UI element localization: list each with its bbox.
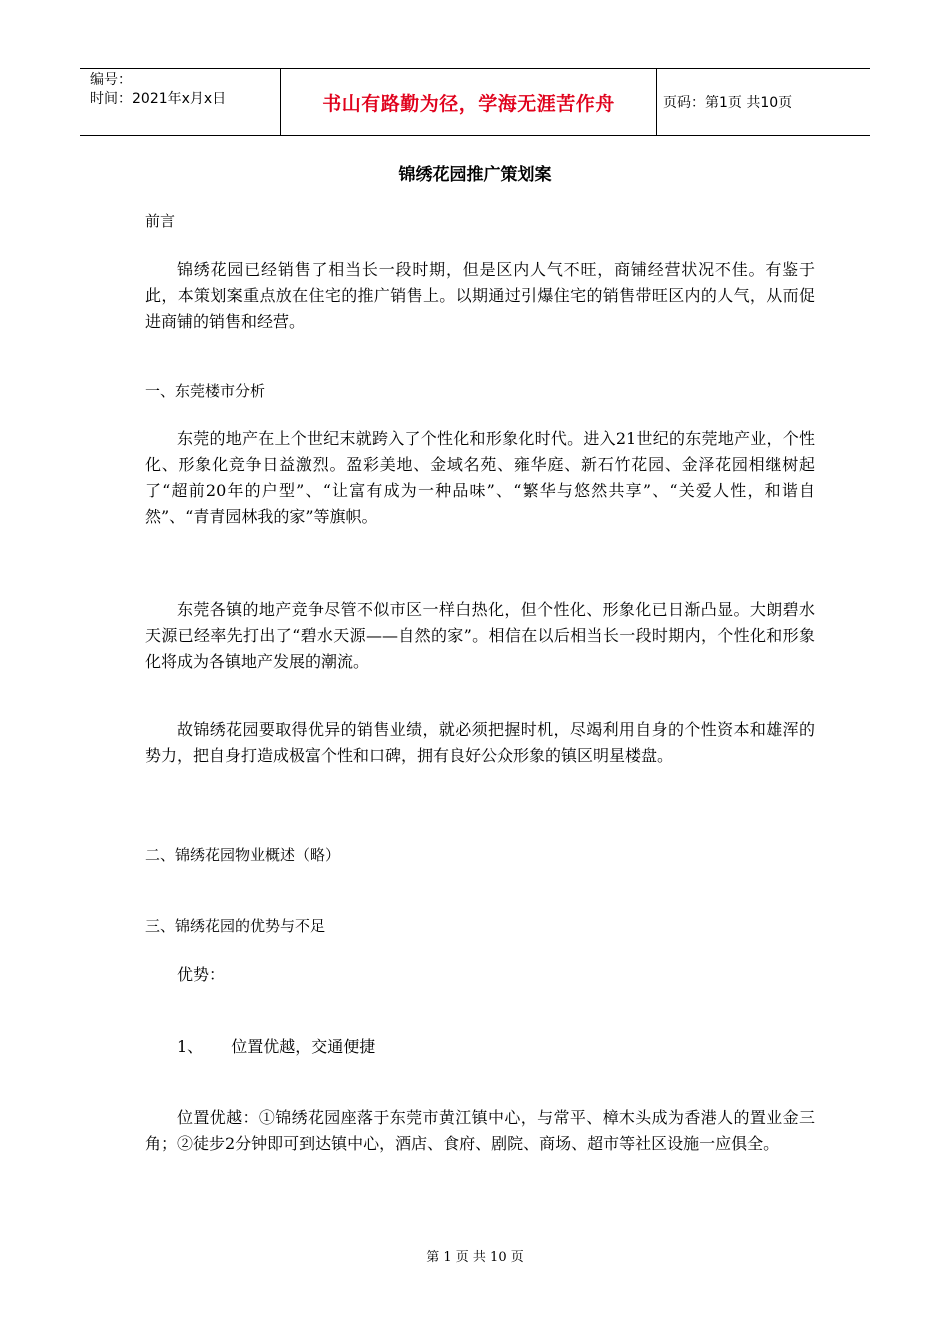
- section1-paragraph-3: 故锦绣花园要取得优异的销售业绩，就必须把握时机，尽竭利用自身的个性资本和雄浑的势力，把自身打造成极富个性和口碑，拥有良好公众形象的镇区明星楼盘。: [145, 720, 815, 765]
- item-number: 1、: [177, 1037, 204, 1056]
- number-label: 编号：: [90, 72, 132, 88]
- header-slogan: 书山有路勤为径，学海无涯苦作舟: [281, 69, 657, 135]
- list-item: [145, 1034, 847, 1060]
- section3-heading: 三、锦绣花园的优势与不足: [145, 917, 326, 935]
- section1-heading: 一、东莞楼市分析: [145, 382, 266, 400]
- header-table: [80, 68, 870, 136]
- preface-paragraph: 锦绣花园已经销售了相当长一段时期，但是区内人气不旺，商铺经营状况不佳。有鉴于此，本策划案重点放在住宅的推广销售上。以期通过引爆住宅的销售带旺区内的人气，从而促进商铺的销售和经营。: [145, 260, 815, 331]
- page-footer: 第 1 页 共 10 页: [426, 1250, 524, 1265]
- item1-paragraph: 位置优越：①锦绣花园座落于东莞市黄江镇中心，与常平、樟木头成为香港人的置业金三角；②徒步2分钟即可到达镇中心，酒店、食府、剧院、商场、超市等社区设施一应俱全。: [145, 1108, 815, 1153]
- preface-heading: 前言: [145, 212, 176, 230]
- item-title: 位置优越，交通便捷: [231, 1037, 376, 1056]
- advantages-label: 优势：: [177, 965, 226, 984]
- section1-paragraph-1: 东莞的地产在上个世纪末就跨入了个性化和形象化时代。进入21世纪的东莞地产业，个性化、形象化竞争日益激烈。盈彩美地、金域名苑、雍华庭、新石竹花园、金泽花园相继树起了“超前20年的户型”、“让富有成为一种品味”、“繁华与悠然共享”、“关爱人性，和谐自然”、“青青园林我的家”等旗帜。: [145, 429, 815, 526]
- header-meta-cell: [80, 69, 281, 135]
- section2-heading: 二、锦绣花园物业概述（略）: [145, 846, 341, 864]
- section1-paragraph-2: 东莞各镇的地产竞争尽管不似市区一样白热化，但个性化、形象化已日渐凸显。大朗碧水天源已经率先打出了“碧水天源——自然的家”。相信在以后相当长一段时期内，个性化和形象化将成为各镇地产发展的潮流。: [145, 600, 815, 671]
- document-title: 锦绣花园推广策划案: [398, 165, 552, 185]
- header-page-info: 页码：第1页 共10页: [663, 95, 793, 111]
- date-label: 时间：2021年x月x日: [90, 91, 227, 107]
